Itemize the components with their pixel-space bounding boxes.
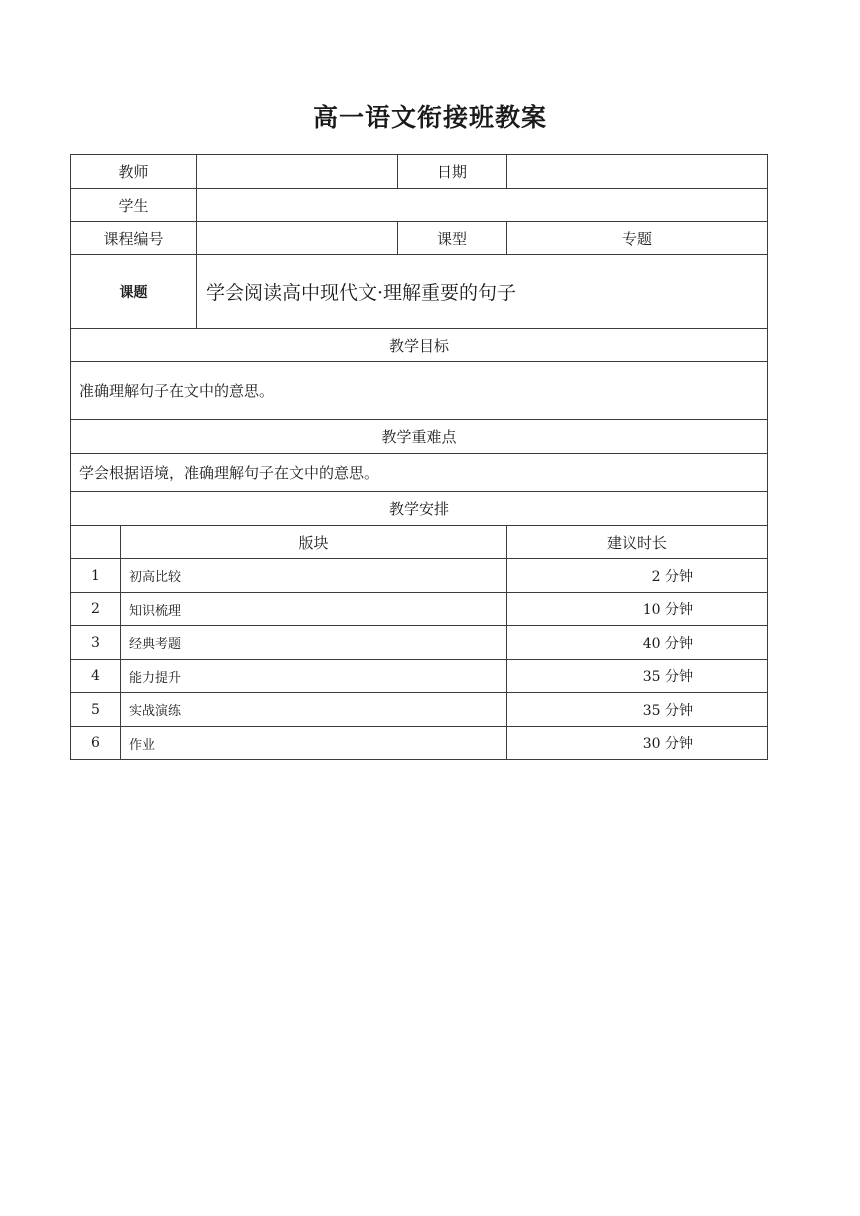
schedule-row-number: 6	[71, 727, 121, 760]
schedule-row-duration: 35 分钟	[507, 693, 768, 727]
schedule-row-number: 4	[71, 660, 121, 693]
schedule-heading: 教学安排	[71, 492, 768, 526]
objectives-heading-row	[71, 329, 768, 362]
objectives-heading: 教学目标	[71, 329, 768, 362]
date-value	[507, 155, 768, 189]
key-points-heading: 教学重难点	[71, 420, 768, 454]
schedule-module-header: 版块	[121, 526, 507, 559]
student-row	[71, 189, 768, 222]
schedule-row-module: 作业	[121, 727, 507, 760]
teacher-label: 教师	[71, 155, 197, 189]
student-label: 学生	[71, 189, 197, 222]
objectives-text-row	[71, 362, 768, 420]
table-row	[71, 727, 768, 760]
schedule-row-duration: 40 分钟	[507, 626, 768, 660]
course-row	[71, 222, 768, 255]
table-row	[71, 626, 768, 660]
topic-label: 课题	[71, 255, 197, 329]
schedule-row-module: 知识梳理	[121, 593, 507, 626]
topic-row	[71, 255, 768, 329]
table-row	[71, 559, 768, 593]
lesson-type-label: 课型	[398, 222, 507, 255]
schedule-duration-header: 建议时长	[507, 526, 768, 559]
student-value	[197, 189, 768, 222]
schedule-row-duration: 2 分钟	[507, 559, 768, 593]
schedule-row-module: 初高比较	[121, 559, 507, 593]
lesson-type-value: 专题	[507, 222, 768, 255]
teacher-value	[197, 155, 398, 189]
schedule-num-header	[71, 526, 121, 559]
schedule-row-duration: 35 分钟	[507, 660, 768, 693]
schedule-row-number: 5	[71, 693, 121, 727]
schedule-row-number: 2	[71, 593, 121, 626]
key-points-heading-row	[71, 420, 768, 454]
table-row	[71, 693, 768, 727]
objectives-text: 准确理解句子在文中的意思。	[71, 362, 768, 420]
key-points-text: 学会根据语境，准确理解句子在文中的意思。	[71, 454, 768, 492]
schedule-heading-row	[71, 492, 768, 526]
schedule-header-row	[71, 526, 768, 559]
schedule-row-number: 1	[71, 559, 121, 593]
schedule-row-duration: 10 分钟	[507, 593, 768, 626]
schedule-row-module: 实战演练	[121, 693, 507, 727]
schedule-row-number: 3	[71, 626, 121, 660]
table-row	[71, 660, 768, 693]
schedule-row-duration: 30 分钟	[507, 727, 768, 760]
course-code-value	[197, 222, 398, 255]
date-label: 日期	[398, 155, 507, 189]
schedule-row-module: 经典考题	[121, 626, 507, 660]
key-points-text-row	[71, 454, 768, 492]
schedule-row-module: 能力提升	[121, 660, 507, 693]
course-code-label: 课程编号	[71, 222, 197, 255]
teacher-row	[71, 155, 768, 189]
lesson-plan-table	[70, 154, 768, 760]
topic-value: 学会阅读高中现代文·理解重要的句子	[197, 255, 768, 329]
table-row	[71, 593, 768, 626]
page-title: 高一语文衔接班教案	[312, 103, 547, 132]
